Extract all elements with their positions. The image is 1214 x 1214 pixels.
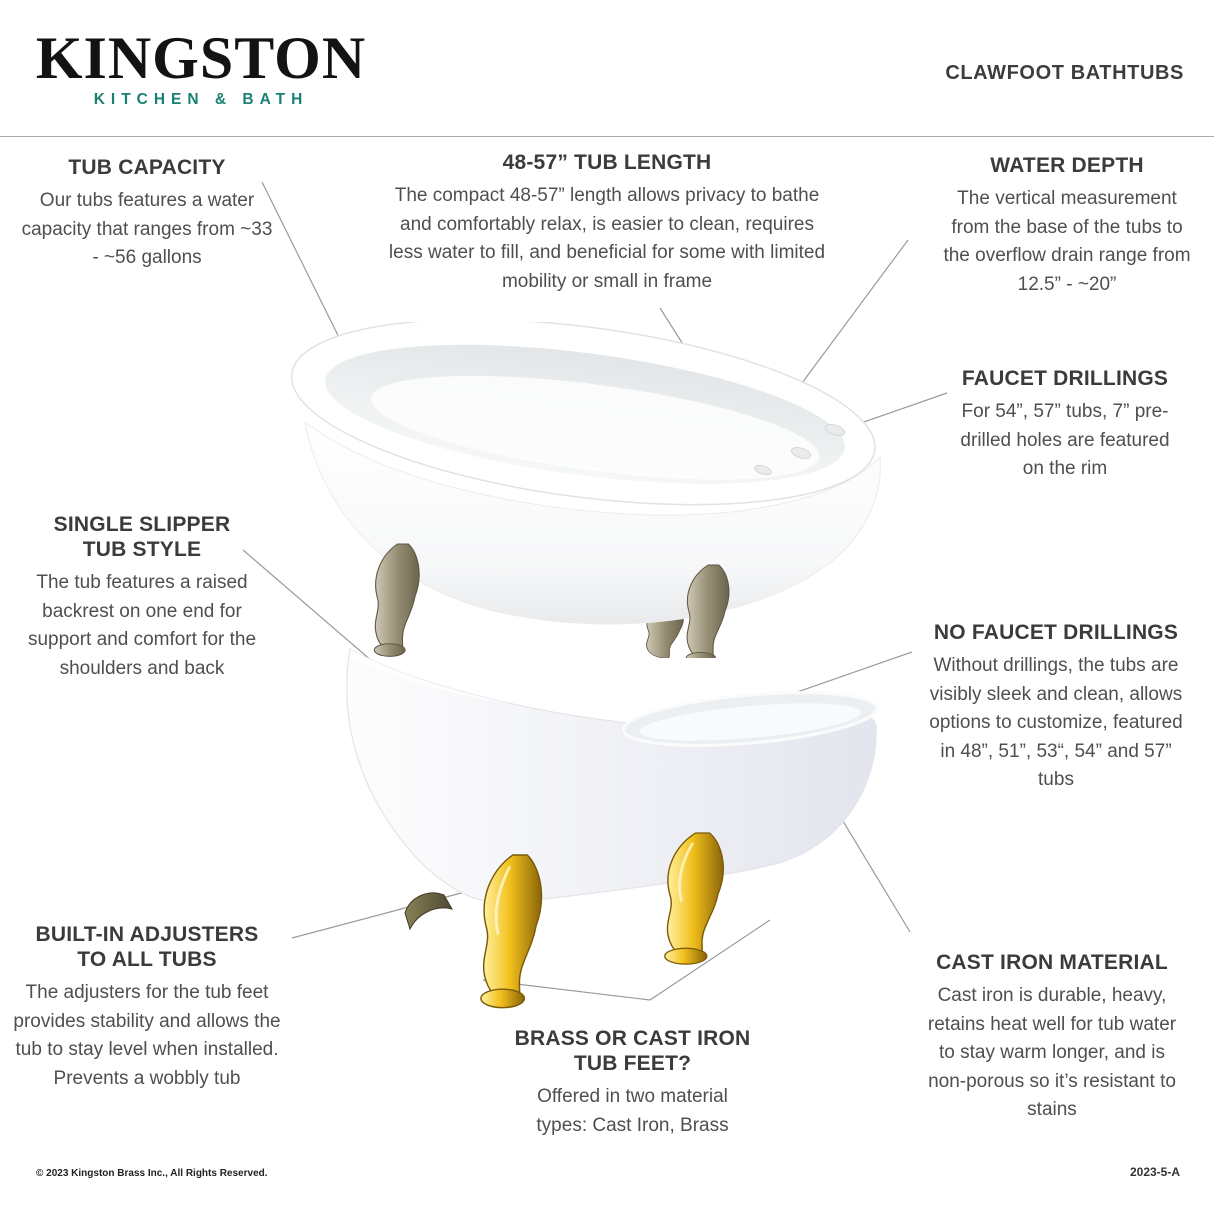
- annotation-faucet-drillings: [950, 366, 1180, 484]
- annotation-title: FAUCET DRILLINGS: [961, 367, 1169, 390]
- tub-bottom-rear-left-foot-icon: [405, 893, 452, 929]
- annotation-body: Without drillings, the tubs are visibly sleek and clean, allows options to customize, featured in 48”, 51”, 53“, 54” and 57” tubs: [929, 655, 1183, 791]
- annotation-title: BRASS OR CAST IRON TUB FEET?: [514, 1027, 751, 1076]
- annotation-no-faucet-drillings: [923, 620, 1189, 795]
- brand-name: KINGSTON: [35, 25, 367, 91]
- annotation-body: Cast iron is durable, heavy, retains heat well for tub water to stay warm longer, and is non-porous so it’s resistant to stains: [927, 985, 1177, 1121]
- brand-tagline: KITCHEN & BATH: [93, 91, 309, 108]
- annotation-title: SINGLE SLIPPER TUB STYLE: [53, 513, 231, 562]
- annotation-title: NO FAUCET DRILLINGS: [933, 621, 1179, 644]
- kingston-logo: [33, 25, 369, 109]
- annotation-tub-capacity: [21, 155, 273, 273]
- annotation-cast-iron: [926, 950, 1178, 1125]
- annotation-single-slipper: [18, 512, 266, 683]
- header-divider: [0, 136, 1214, 137]
- tub-bottom-body: [347, 649, 876, 903]
- page-title: CLAWFOOT BATHTUBS: [945, 62, 1184, 84]
- annotation-body: Offered in two material types: Cast Iron, Brass: [536, 1086, 729, 1136]
- annotation-body: The tub features a raised backrest on one end for support and comfort for the shoulders and back: [27, 572, 257, 679]
- annotation-brass-feet: [505, 1026, 760, 1140]
- annotation-body: The adjusters for the tub feet provides stability and allows the tub to stay level when installed. Prevents a wobbly tub: [13, 982, 281, 1089]
- annotation-body: The compact 48-57” length allows privacy to bathe and comfortably relax, is easier to clean, requires less water to fill, and beneficial for some with limited mobility or small in frame: [388, 185, 826, 292]
- footer-doc-code: 2023-5-A: [1129, 1165, 1180, 1179]
- annotation-title: BUILT-IN ADJUSTERS TO ALL TUBS: [35, 923, 259, 972]
- annotation-title: CAST IRON MATERIAL: [936, 951, 1168, 974]
- annotation-body: The vertical measurement from the base of the tubs to the overflow drain range from 12.5” - ~20”: [943, 188, 1191, 295]
- tub-bottom-illustration: [330, 633, 890, 1038]
- annotation-water-depth: [941, 153, 1193, 299]
- annotation-built-in-adjusters: [13, 922, 281, 1093]
- annotation-title: 48-57” TUB LENGTH: [502, 151, 712, 174]
- tub-top-illustration: [283, 322, 889, 658]
- annotation-body: For 54”, 57” tubs, 7” pre-drilled holes are featured on the rim: [960, 401, 1170, 480]
- footer-copyright: © 2023 Kingston Brass Inc., All Rights Reserved.: [36, 1168, 268, 1179]
- annotation-tub-length: [383, 150, 831, 296]
- annotation-title: WATER DEPTH: [990, 154, 1144, 177]
- annotation-body: Our tubs features a water capacity that ranges from ~33 - ~56 gallons: [21, 190, 273, 269]
- annotation-title: TUB CAPACITY: [68, 156, 226, 179]
